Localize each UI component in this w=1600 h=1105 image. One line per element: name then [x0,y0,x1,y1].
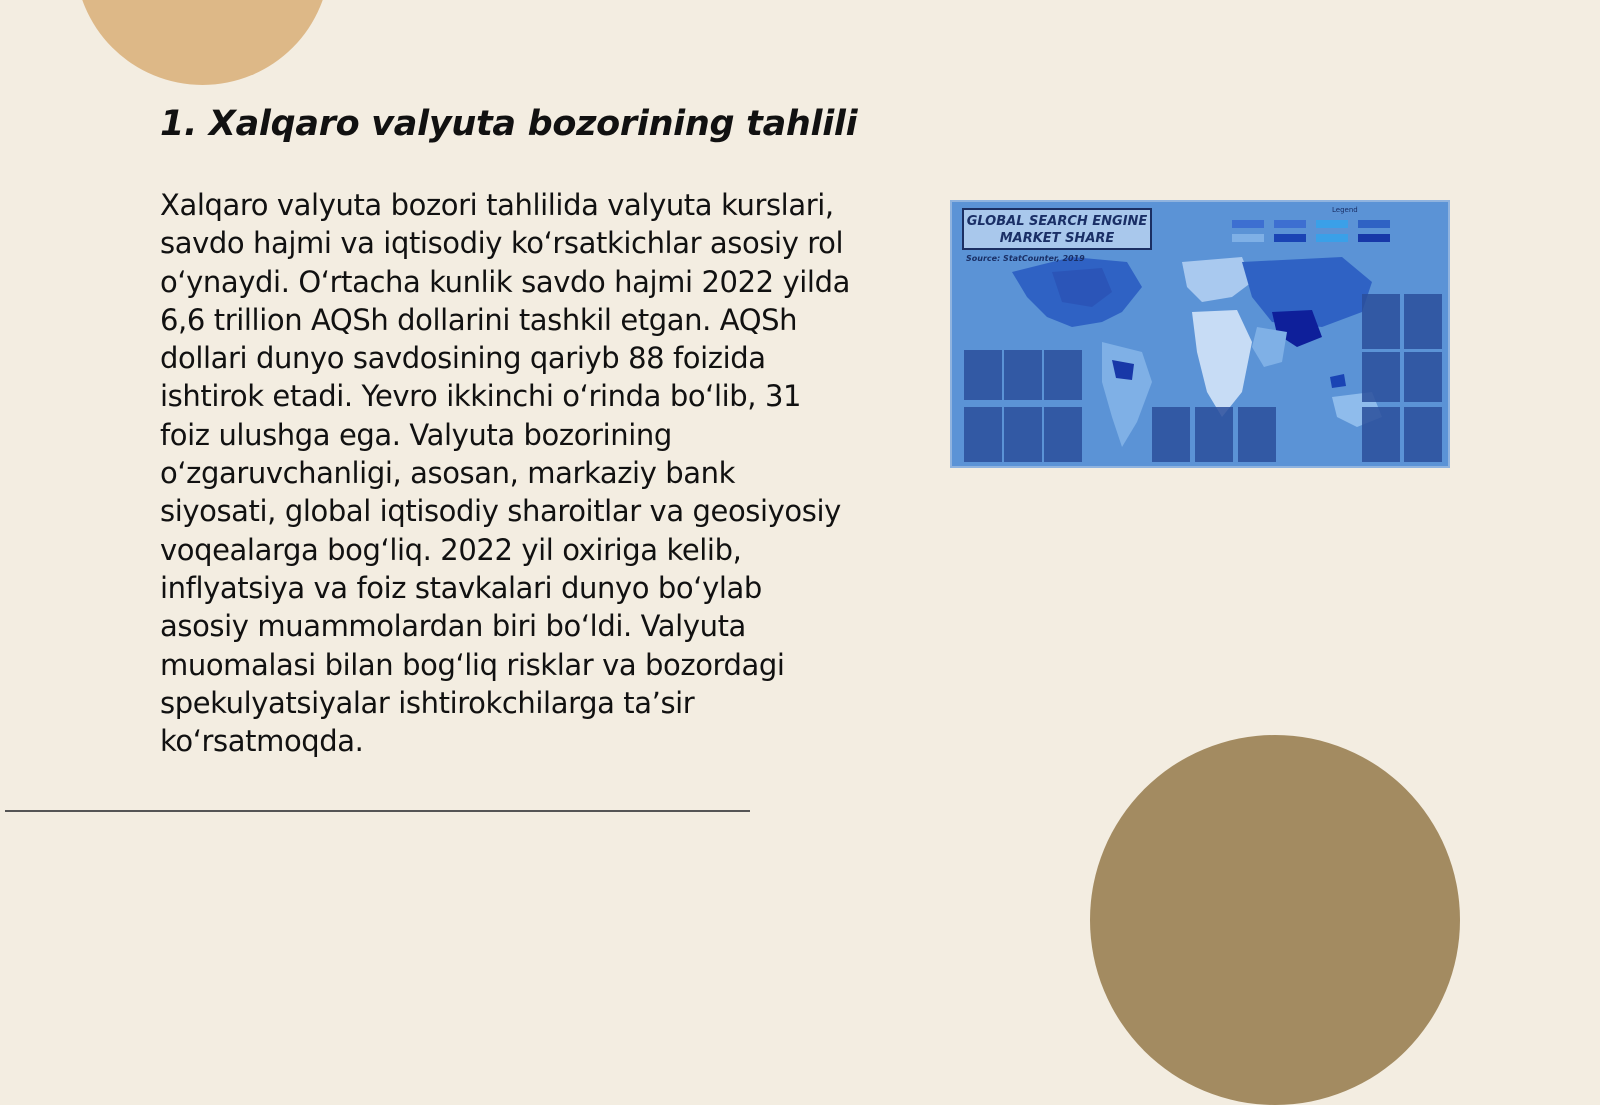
slide-title: 1. Xalqaro valyuta bozorining tahlili [160,104,858,144]
map-source: Source: StatCounter, 2019 [966,254,1085,263]
divider-line [5,810,750,812]
decorative-circle-top [75,0,330,85]
map-title: GLOBAL SEARCH ENGINE MARKET SHARE [962,208,1152,250]
decorative-circle-bottom [1090,735,1460,1105]
map-legend-label: Legend [1332,206,1358,214]
slide-body-text: Xalqaro valyuta bozori tahlilida valyuta kurslari, savdo hajmi va iqtisodiy ko‘rsatkichlar asosiy rol o‘ynaydi. O‘rtacha kunlik savdo hajmi 2022 yilda 6,6 trillion AQSh dollarini tashkil etgan. AQSh dollari dunyo savdosining qariyb 88 foizida ishtirok etadi. Yevro ikkinchi o‘rinda bo‘lib, 31 foiz ulushga ega. Valyuta bozorining o‘zgaruvchanligi, asosan, markaziy bank siyosati, global iqtisodiy sharoitlar va geosiyosiy voqealarga bog‘liq. 2022 yil oxiriga kelib, inflyatsiya va foiz stavkalari dunyo bo‘ylab asosiy muammolardan biri bo‘ldi. Valyuta muomalasi bilan bog‘liq risklar va bozordagi spekulyatsiyalar ishtirokchilarga ta’sir ko‘rsatmoqda. [160,188,850,759]
world-map-infographic [950,200,1450,468]
